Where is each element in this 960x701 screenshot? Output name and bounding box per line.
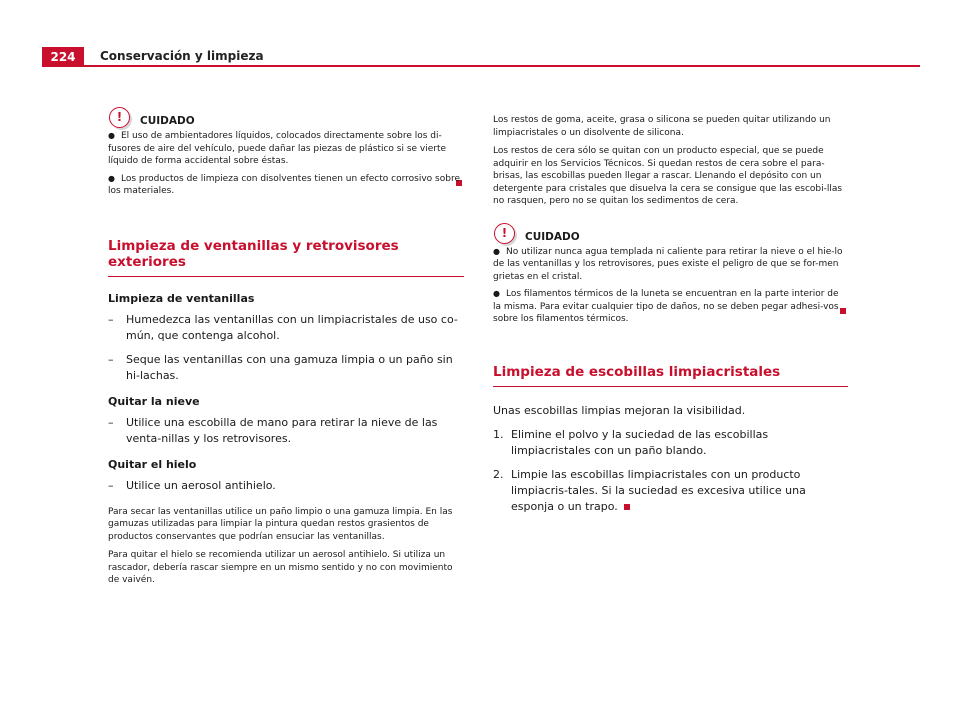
caution-header (493, 216, 848, 244)
caution-item: ● El uso de ambientadores líquidos, colocados directamente sobre los di-fusores de aire del vehículo, puede dañar las piezas de plástico si se vierte líquido de forma accidental sobre éstas. (108, 131, 447, 166)
caution-item: ● No utilizar nunca agua templada ni caliente para retirar la nieve o el hie-lo de las ventanillas y los retrovisores, pues existe el peligro de que se for-men grietas en el cristal. (493, 246, 843, 282)
caution-item: ● Los productos de limpieza con disolventes tienen un efecto corrosivo sobre los materiales. (108, 173, 460, 196)
caution-label: CUIDADO (525, 230, 580, 243)
paragraph: Los restos de goma, aceite, grasa o silicona se pueden quitar utilizando un limpiacristales o un disolvente de silicona. (493, 115, 831, 138)
end-mark-icon (840, 308, 846, 314)
page-number: 224 (42, 47, 84, 67)
intro-text: Unas escobillas limpias mejoran la visibilidad. (493, 403, 746, 417)
bullet-icon: ● (493, 289, 500, 298)
step-item: – Seque las ventanillas con una gamuza limpia o un paño sin hi-lachas. (108, 352, 453, 382)
sub-heading: Limpieza de ventanillas (108, 291, 255, 305)
section-heading: Limpieza de ventanillas y retrovisores exteriores (108, 238, 464, 277)
end-mark-icon (624, 504, 630, 510)
warning-icon: ! (109, 107, 130, 128)
step-item: – Utilice un aerosol antihielo. (108, 478, 276, 492)
warning-icon: ! (494, 223, 515, 244)
caution-label: CUIDADO (140, 115, 195, 127)
step-item: – Humedezca las ventanillas con un limpiacristales de uso co-mún, que contenga alcohol. (108, 312, 458, 342)
bullet-icon: ● (108, 173, 115, 183)
right-column (493, 114, 848, 515)
bullet-icon: ● (108, 131, 115, 140)
chapter-title: Conservación y limpieza (100, 49, 264, 63)
numbered-step: 1. Elimine el polvo y la suciedad de las escobillas limpiacristales con un paño blando. (493, 427, 769, 457)
step-item: – Utilice una escobilla de mano para retirar la nieve de las venta-nillas y los retrovisores. (108, 415, 438, 445)
numbered-step: 2. Limpie las escobillas limpiacristales con un producto limpiacris-tales. Si la suciedad es excesiva utilice una esponja o un trapo. (493, 467, 806, 513)
caution-item: ● Los filamentos térmicos de la luneta se encuentran en la parte interior de la misma. Para evitar cualquier tipo de daños, no se deben pegar adhesi-vos sobre los filamentos térmicos. (493, 289, 839, 324)
section-heading: Limpieza de escobillas limpiacristales (493, 364, 848, 387)
bullet-icon: ● (493, 246, 500, 256)
page-header (42, 47, 920, 67)
header-rule (42, 65, 920, 67)
caution-header (108, 100, 464, 128)
sub-heading: Quitar el hielo (108, 457, 197, 471)
sub-heading: Quitar la nieve (108, 394, 200, 408)
left-column (108, 100, 464, 587)
paragraph: Para secar las ventanillas utilice un paño limpio o una gamuza limpia. En las gamuzas utilizadas para limpiar la pintura quedan restos grasientos de productos conservantes que podrían ensuciar las ventanillas. (108, 506, 453, 542)
paragraph: Para quitar el hielo se recomienda utilizar un aerosol antihielo. Si utiliza un rascador, debería rascar siempre en un mismo sentido y no con movimiento de vaivén. (108, 550, 453, 585)
paragraph: Los restos de cera sólo se quitan con un producto especial, que se puede adquirir en los Servicios Técnicos. Si quedan restos de cera sobre el para-brisas, las escobillas pueden llegar a rascar. Llenando el depósito con un detergente para cristales que disuelva la cera se consigue que las escobi-llas no rasquen, pero no se quitan los sedimentos de cera. (493, 146, 843, 206)
